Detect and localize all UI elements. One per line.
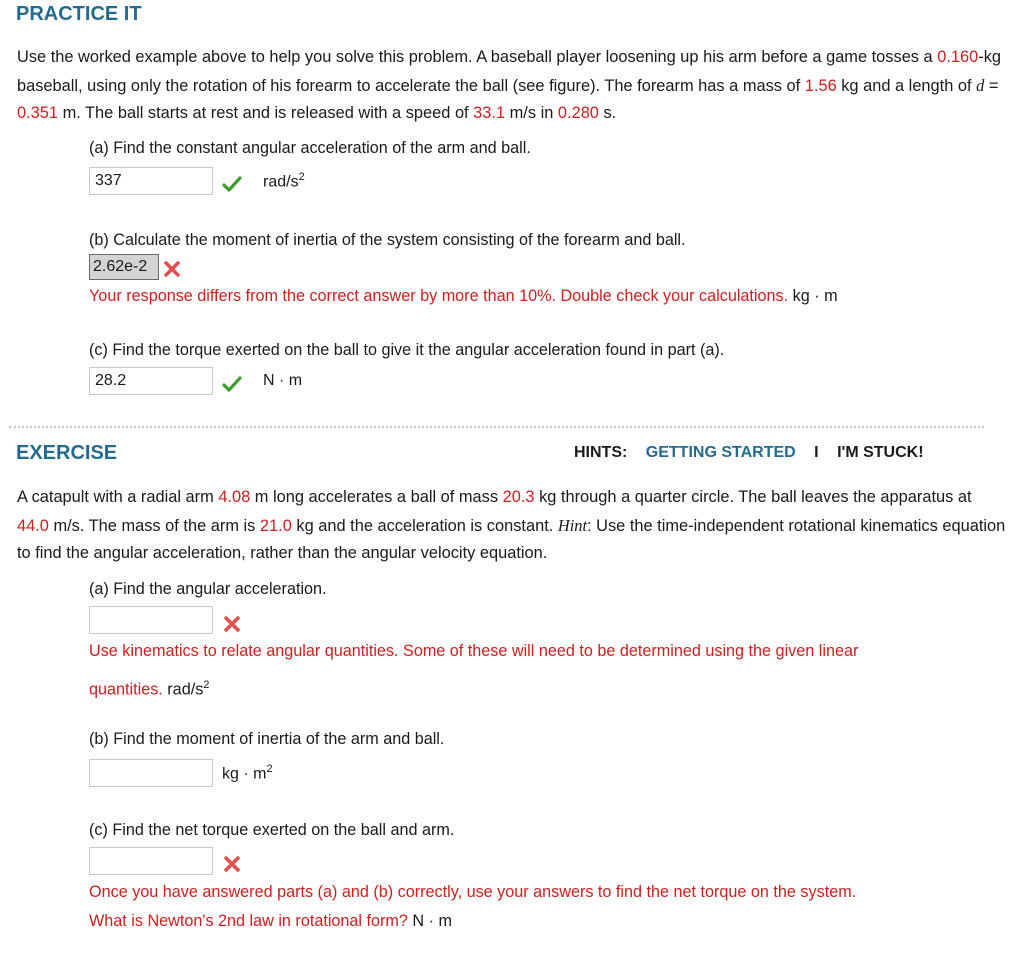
exercise-answer-c-input[interactable]: [89, 847, 213, 875]
check-icon: [222, 174, 242, 194]
arm-length-value: 0.351: [17, 104, 59, 122]
exercise-feedback-c-line2: What is Newton's 2nd law in rotational form? N · m: [89, 912, 452, 930]
catapult-speed-value: 44.0: [17, 516, 49, 535]
exercise-unit-b: kg · $m^2$: [222, 763, 273, 783]
exercise-answer-a-input[interactable]: [89, 606, 213, 634]
hints-label: HINTS:: [574, 444, 628, 461]
practice-answer-b-input[interactable]: 2.62e-2: [89, 254, 159, 280]
hint-separator: I: [814, 444, 819, 461]
exercise-question-a: (a) Find the angular acceleration.: [89, 580, 327, 598]
practice-question-b: (b) Calculate the moment of inertia of the system consisting of the forearm and ball.: [89, 231, 686, 249]
hint-getting-started-link[interactable]: GETTING STARTED: [645, 444, 796, 461]
catapult-ball-mass-value: 20.3: [502, 488, 535, 506]
practice-unit-c: N · m: [263, 372, 303, 389]
exercise-feedback-c-line1: Once you have answered parts (a) and (b) correctly, use your answers to find the net torque on the system.: [89, 883, 857, 901]
ball-mass-value: 0.160: [937, 48, 979, 66]
x-icon: [162, 259, 182, 279]
practice-feedback-b: Your response differs from the correct answer by more than 10%. Double check your calculations. kg · m: [89, 287, 838, 305]
exercise-question-c: (c) Find the net torque exerted on the ball and arm.: [89, 821, 455, 839]
release-time-value: 0.280: [557, 104, 599, 122]
x-icon: [222, 614, 242, 634]
arm-mass-value: 1.56: [804, 76, 837, 95]
practice-question-a: (a) Find the constant angular acceleration of the arm and ball.: [89, 139, 531, 157]
x-icon: [222, 854, 242, 874]
practice-answer-a-input[interactable]: 337: [89, 167, 213, 195]
exercise-feedback-a-line2: quantities. rad/$s^2$: [89, 679, 210, 699]
hint-stuck-link[interactable]: I'M STUCK!: [837, 444, 924, 461]
practice-heading: PRACTICE IT: [16, 3, 142, 25]
practice-question-c: (c) Find the torque exerted on the ball to give it the angular acceleration found in part (a).: [89, 341, 725, 359]
exercise-question-b: (b) Find the moment of inertia of the arm and ball.: [89, 730, 445, 748]
hints-bar: [574, 444, 924, 462]
practice-answer-c-input[interactable]: 28.2: [89, 367, 213, 395]
practice-problem-text: Use the worked example above to help you solve this problem. A baseball player loosening up his arm before a game tosses a 0.160-kg baseball, using only the rotation of his forearm to accelerate the ball (see figure). The forearm has a mass of 1.56 kg and a length of d = 0.351 m. The ball starts at rest and is released with a speed of 33.1 m/s in 0.280 s.: [17, 48, 1002, 122]
practice-unit-a: rad/$s^2$: [263, 171, 305, 191]
section-divider: [9, 426, 984, 428]
exercise-problem-text: A catapult with a radial arm 4.08 m long accelerates a ball of mass 20.3 kg through a quarter circle. The ball leaves the apparatus at 44.0 m/s. The mass of the arm is 21.0 kg and the acceleration is constant. Hint: Use the time-independent rotational kinematics equation to find the angular acceleration, rather than the angular velocity equation.: [17, 488, 1006, 562]
check-icon: [222, 374, 242, 394]
catapult-arm-length-value: 4.08: [218, 488, 251, 506]
exercise-heading: EXERCISE: [16, 442, 118, 464]
exercise-answer-b-input[interactable]: [89, 759, 213, 787]
exercise-feedback-a-line1: Use kinematics to relate angular quantities. Some of these will need to be determined using the given linear: [89, 642, 859, 660]
catapult-arm-mass-value: 21.0: [259, 516, 292, 535]
release-speed-value: 33.1: [473, 104, 506, 122]
